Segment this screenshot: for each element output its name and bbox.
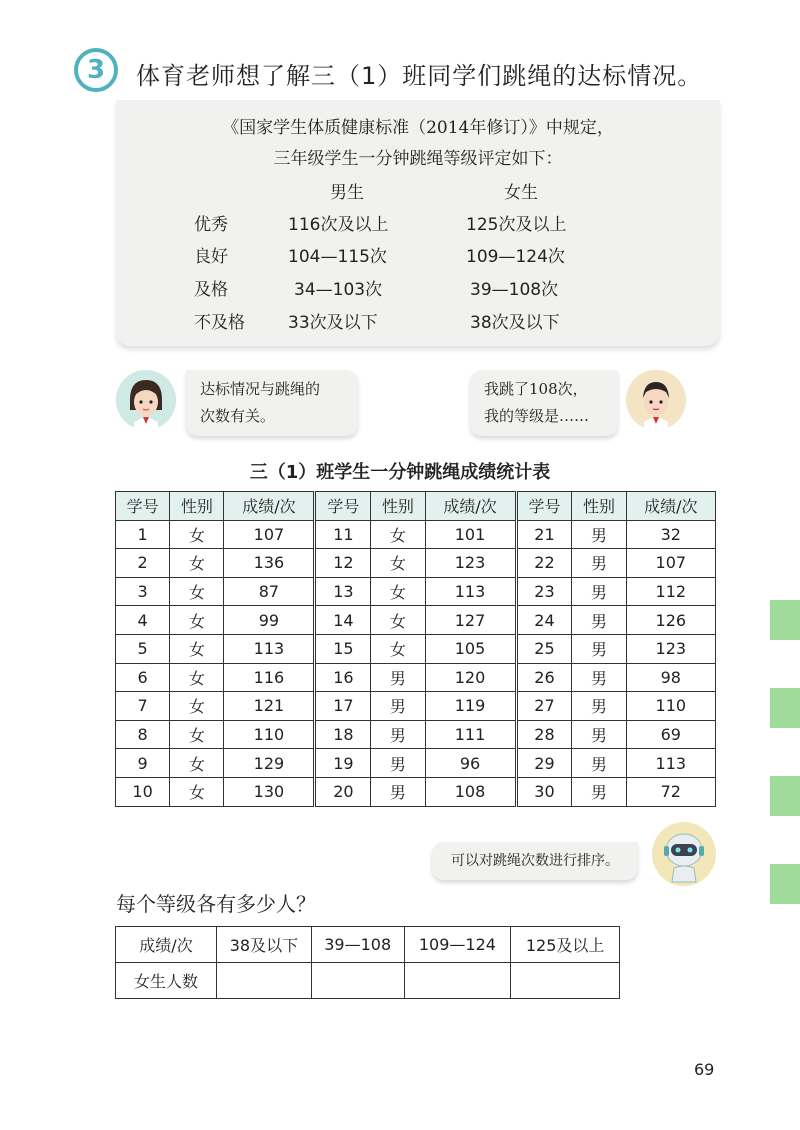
side-tab [770,864,800,904]
table-cell: 126 [626,606,715,635]
table-cell: 12 [315,549,371,578]
table-cell: 7 [116,692,170,721]
table-row [116,606,716,635]
table-header-row [116,927,620,963]
table-cell: 女 [170,520,224,549]
side-tab [770,776,800,816]
table-cell: 19 [315,749,371,778]
answer-cell[interactable] [511,963,620,999]
grade-count-table [115,926,620,999]
column-header: 学号 [315,492,371,521]
standard-line-2: 三年级学生一分钟跳绳等级评定如下： [273,149,563,169]
table-cell: 男 [371,777,425,806]
table-cell: 男 [572,606,626,635]
column-header: 学号 [516,492,572,521]
table-cell: 5 [116,634,170,663]
table-cell: 110 [626,692,715,721]
table-cell: 女 [170,634,224,663]
table-cell: 女 [170,777,224,806]
grade-label: 良好 [194,247,228,267]
table-cell: 21 [516,520,572,549]
boy-speech-bubble [470,370,618,436]
standard-line-1: 《国家学生体质健康标准（2014年修订）》中规定， [222,118,614,138]
column-header: 成绩/次 [425,492,516,521]
table-row [116,663,716,692]
table-cell: 4 [116,606,170,635]
table-cell: 116 [224,663,315,692]
standard-card [116,100,720,346]
table-cell: 男 [371,749,425,778]
boys-range: 104—115次 [288,247,387,267]
table-cell: 女 [170,549,224,578]
answer-cell[interactable] [217,963,312,999]
table-cell: 98 [626,663,715,692]
table-cell: 男 [572,634,626,663]
table-cell: 女 [371,520,425,549]
table-cell: 男 [572,549,626,578]
table-cell: 17 [315,692,371,721]
table-cell: 108 [425,777,516,806]
table-row [116,549,716,578]
table-cell: 13 [315,577,371,606]
column-header: 性别 [371,492,425,521]
girl-bubble-line-2: 次数有关。 [200,407,276,425]
table-cell: 男 [371,720,425,749]
girls-range: 38次及以下 [470,313,560,333]
table-cell: 24 [516,606,572,635]
table-cell: 130 [224,777,315,806]
grade-label: 优秀 [194,215,228,235]
table-cell: 25 [516,634,572,663]
table-header-row [116,492,716,521]
stats-table [115,491,716,807]
table-cell: 113 [626,749,715,778]
table-cell: 87 [224,577,315,606]
table-cell: 123 [626,634,715,663]
boy-bubble-line-2: 我的等级是…… [484,407,590,425]
table-cell: 30 [516,777,572,806]
table-cell: 女 [170,663,224,692]
page-number: 69 [694,1060,715,1079]
table-row [116,777,716,806]
table-cell: 26 [516,663,572,692]
table-cell: 女 [170,606,224,635]
table-cell: 9 [116,749,170,778]
girl-speech-bubble [186,370,358,436]
table-cell: 6 [116,663,170,692]
problem-text: 体育老师想了解三（1）班同学们跳绳的达标情况。 [136,62,703,90]
table-cell: 男 [572,777,626,806]
boys-range: 116次及以上 [288,215,389,235]
table-cell: 女 [170,692,224,721]
column-header: 39—108 [311,927,404,963]
table-row [116,577,716,606]
table-row [116,720,716,749]
table-row [116,634,716,663]
column-header: 125及以上 [511,927,620,963]
table-cell: 23 [516,577,572,606]
table-cell: 112 [626,577,715,606]
table-cell: 127 [425,606,516,635]
row-label: 女生人数 [116,963,217,999]
table-cell: 14 [315,606,371,635]
table-cell: 72 [626,777,715,806]
table-cell: 3 [116,577,170,606]
table-cell: 男 [572,720,626,749]
column-header: 学号 [116,492,170,521]
table-cell: 男 [371,692,425,721]
column-header: 成绩/次 [224,492,315,521]
table-cell: 男 [572,577,626,606]
grade-label: 及格 [194,280,228,300]
table-cell: 136 [224,549,315,578]
robot-speech-bubble: 可以对跳绳次数进行排序。 [432,842,638,880]
table-cell: 15 [315,634,371,663]
table-cell: 129 [224,749,315,778]
table-cell: 113 [425,577,516,606]
table-cell: 113 [224,634,315,663]
column-header: 成绩/次 [116,927,217,963]
column-header: 性别 [572,492,626,521]
table-cell: 119 [425,692,516,721]
table-cell: 女 [371,606,425,635]
boy-bubble-line-1: 我跳了108次， [484,380,588,398]
table-cell: 男 [572,663,626,692]
girls-range: 125次及以上 [466,215,567,235]
girls-range: 39—108次 [470,280,559,300]
side-tab [770,688,800,728]
table-cell: 男 [572,692,626,721]
table-cell: 16 [315,663,371,692]
table-cell: 20 [315,777,371,806]
table-cell: 10 [116,777,170,806]
girl-avatar [116,370,176,430]
table-cell: 107 [224,520,315,549]
grade-label: 不及格 [194,313,245,333]
table-cell: 女 [170,749,224,778]
answer-cell[interactable] [404,963,511,999]
table-cell: 105 [425,634,516,663]
table-cell: 女 [371,549,425,578]
table-cell: 99 [224,606,315,635]
table-cell: 女 [371,634,425,663]
table-cell: 110 [224,720,315,749]
boys-range: 33次及以下 [288,313,378,333]
table-cell: 1 [116,520,170,549]
question-2: 每个等级各有多少人？ [116,892,316,916]
table-cell: 2 [116,549,170,578]
table-row [116,963,620,999]
boys-range: 34—103次 [294,280,383,300]
table-cell: 101 [425,520,516,549]
table-cell: 女 [170,720,224,749]
column-header: 109—124 [404,927,511,963]
girls-range: 109—124次 [466,247,565,267]
side-tab [770,600,800,640]
girl-bubble-line-1: 达标情况与跳绳的 [200,380,321,398]
table-cell: 69 [626,720,715,749]
stats-table-title: 三（1）班学生一分钟跳绳成绩统计表 [249,462,551,483]
table-cell: 11 [315,520,371,549]
table-cell: 27 [516,692,572,721]
table-cell: 121 [224,692,315,721]
table-cell: 120 [425,663,516,692]
boy-avatar [626,370,686,430]
table-cell: 男 [572,520,626,549]
column-header: 性别 [170,492,224,521]
table-cell: 111 [425,720,516,749]
table-cell: 女 [170,577,224,606]
column-header: 38及以下 [217,927,312,963]
column-header: 成绩/次 [626,492,715,521]
table-cell: 29 [516,749,572,778]
table-cell: 96 [425,749,516,778]
table-cell: 8 [116,720,170,749]
table-cell: 107 [626,549,715,578]
table-cell: 32 [626,520,715,549]
table-cell: 女 [371,577,425,606]
robot-avatar [652,822,716,886]
table-cell: 男 [572,749,626,778]
header-girls: 女生 [504,183,538,203]
table-row [116,692,716,721]
answer-cell[interactable] [311,963,404,999]
table-cell: 22 [516,549,572,578]
table-row [116,749,716,778]
table-row [116,520,716,549]
header-boys: 男生 [330,183,364,203]
table-cell: 123 [425,549,516,578]
table-cell: 男 [371,663,425,692]
problem-number-badge: 3 [74,48,118,92]
table-cell: 28 [516,720,572,749]
table-cell: 18 [315,720,371,749]
